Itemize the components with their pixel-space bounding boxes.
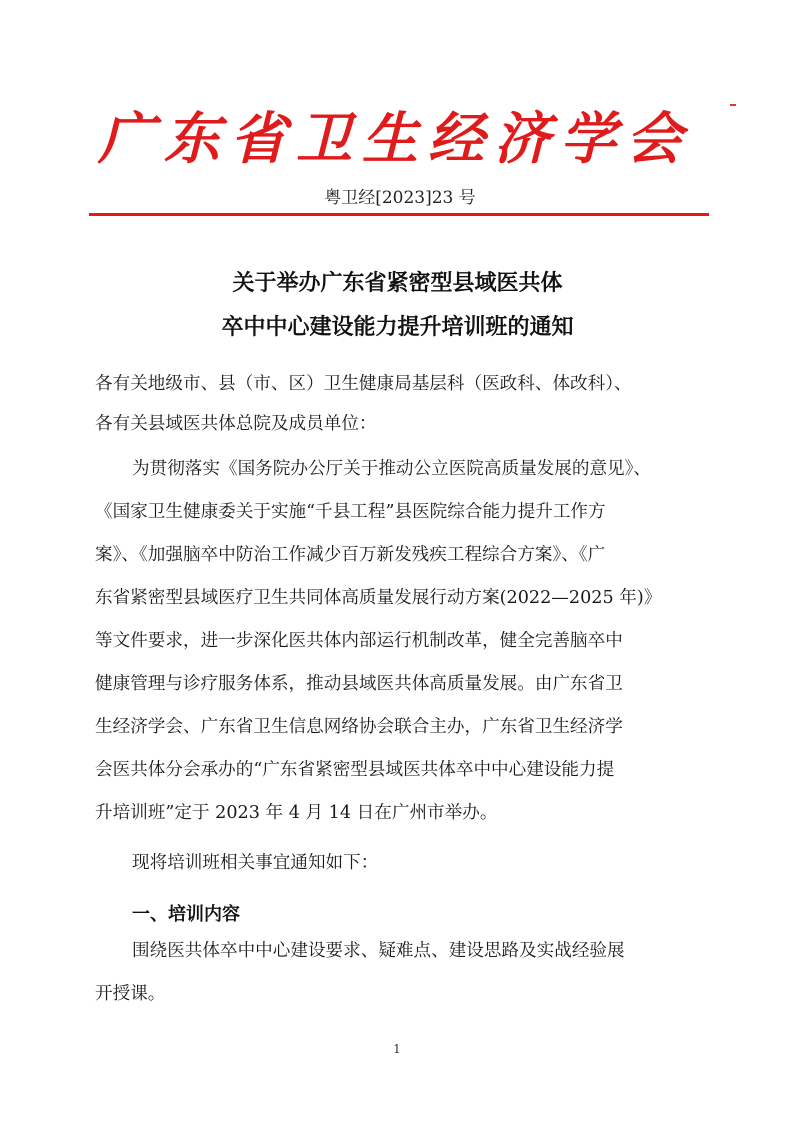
paragraph-line: 围绕医共体卒中中心建设要求、疑难点、建设思路及实战经验展 — [132, 941, 625, 961]
paragraph-line: 开授课。 — [95, 984, 166, 1004]
paragraph-line: 会医共体分会承办的“广东省紧密型县域医共体卒中中心建设能力提 — [95, 760, 615, 780]
title-line-1: 关于举办广东省紧密型县域医共体 — [232, 271, 563, 296]
addressee-line-2: 各有关县域医共体总院及成员单位： — [95, 414, 377, 434]
page-number: 1 — [393, 1042, 401, 1056]
paragraph-line: 升培训班”定于 2023 年 4 月 14 日在广州市举办。 — [95, 803, 498, 823]
paragraph-line: 《国家卫生健康委关于实施“千县工程”县医院综合能力提升工作方 — [95, 502, 606, 522]
document-number: 粤卫经[2023]23 号 — [324, 188, 476, 208]
organization-letterhead: 广东省卫生经济学会 — [98, 107, 692, 172]
paragraph-line: 等文件要求，进一步深化医共体内部运行机制改革，健全完善脑卒中 — [95, 631, 623, 651]
paragraph-line: 健康管理与诊疗服务体系，推动县域医共体高质量发展。由广东省卫 — [95, 674, 623, 694]
corner-mark — [730, 104, 736, 106]
title-line-2: 卒中中心建设能力提升培训班的通知 — [221, 315, 574, 340]
addressee-line-1: 各有关地级市、县（市、区）卫生健康局基层科（医政科、体改科）、 — [95, 374, 632, 394]
header-divider — [89, 213, 709, 216]
paragraph-line: 案》、《加强脑卒中防治工作减少百万新发残疾工程综合方案》、《广 — [95, 545, 606, 565]
paragraph-line: 东省紧密型县域医疗卫生共同体高质量发展行动方案(2022—2025 年)》 — [95, 588, 662, 608]
paragraph-line: 生经济学会、广东省卫生信息网络协会联合主办，广东省卫生经济学 — [95, 717, 623, 737]
paragraph-line: 现将培训班相关事宜通知如下： — [132, 853, 379, 873]
paragraph-line: 为贯彻落实《国务院办公厅关于推动公立医院高质量发展的意见》、 — [132, 459, 652, 479]
section-heading: 一、培训内容 — [132, 904, 240, 925]
